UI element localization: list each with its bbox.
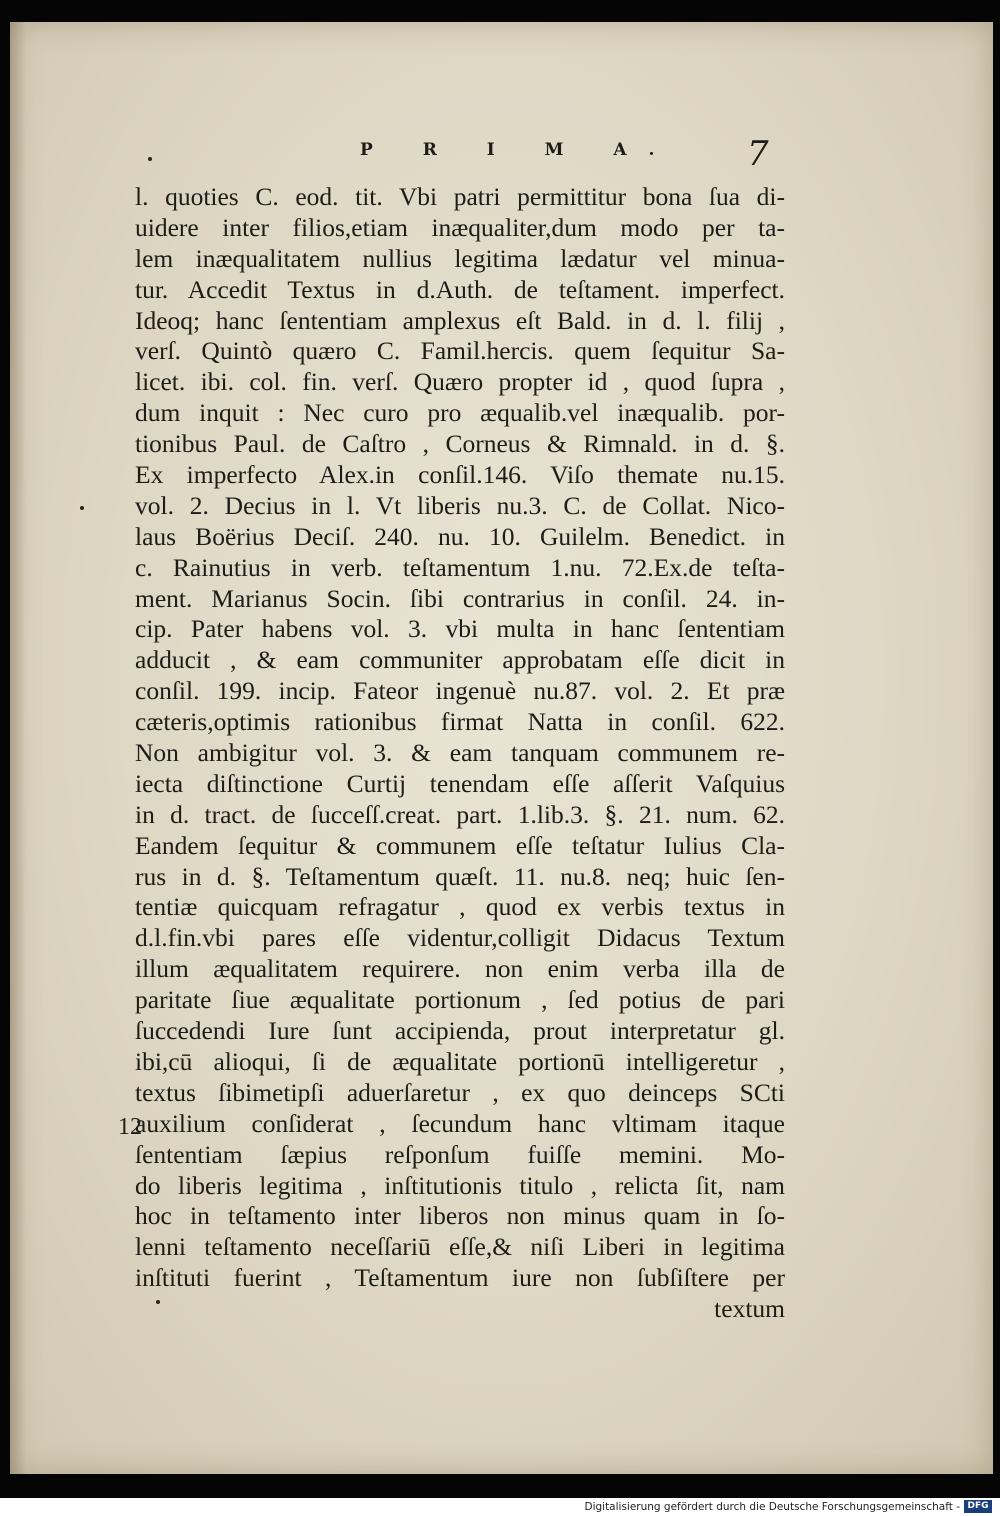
text-line: uidere inter filios,etiam inæqualiter,dum modo per ta- bbox=[135, 212, 785, 242]
text-line: hoc in teſtamento inter liberos non minus quam in ſo- bbox=[135, 1201, 785, 1231]
text-line: Non ambigitur vol. 3. & eam tanquam communem re- bbox=[135, 738, 785, 768]
text-line: conſil. 199. incip. Fateor ingenuè nu.87. vol. 2. Et præ bbox=[135, 676, 785, 706]
page-gutter-shadow bbox=[10, 22, 26, 1474]
text-line: l. quoties C. eod. tit. Vbi patri permittitur bona ſua di- bbox=[135, 182, 785, 211]
text-line: vol. 2. Decius in l. Vt liberis nu.3. C. de Collat. Nico- bbox=[135, 490, 785, 520]
text-line: cip. Pater habens vol. 3. vbi multa in hanc ſententiam bbox=[135, 614, 785, 644]
page-number: 7 bbox=[747, 134, 769, 174]
text-line: Ex imperfecto Alex.in conſil.146. Viſo themate nu.15. bbox=[135, 460, 785, 490]
text-line: dum inquit : Nec curo pro æqualib.vel inæqualib. por- bbox=[135, 398, 785, 428]
text-line: tur. Accedit Textus in d.Auth. de teſtament. imperfect. bbox=[135, 274, 785, 304]
text-line: tentiæ quicquam refragatur , quod ex verbis textus in bbox=[135, 892, 785, 922]
text-line: lem inæqualitatem nullius legitima lædatur vel minua- bbox=[135, 243, 785, 273]
text-line: tionibus Paul. de Caſtro , Corneus & Rimnald. in d. §. bbox=[135, 429, 785, 459]
text-line: lenni teſtamento neceſſariū eſſe,& niſi Liberi in legitima bbox=[135, 1232, 785, 1262]
ink-speck bbox=[156, 1300, 160, 1304]
text-line: rus in d. §. Teſtamentum quæſt. 11. nu.8. neq; huic ſen- bbox=[135, 861, 785, 891]
text-line: ſententiam ſæpius reſponſum fuiſſe memini. Mo- bbox=[135, 1139, 785, 1169]
text-line: ibi,cū alioqui, ſi de æqualitate portionū intelligeretur , bbox=[135, 1046, 785, 1076]
margin-note: 12 bbox=[118, 1114, 142, 1140]
text-line: paritate ſiue æqualitate portionum , ſed potius de pari bbox=[135, 985, 785, 1015]
text-line: auxilium conſiderat , ſecundum hanc vltimam itaque bbox=[135, 1108, 785, 1138]
text-line: d.l.fin.vbi pares eſſe videntur,colligit Didacus Textum bbox=[135, 923, 785, 953]
text-line: adducit , & eam communiter approbatam eſſe dicit in bbox=[135, 645, 785, 675]
text-line: textus ſibimetipſi aduerſaretur , ex quo deinceps SCti bbox=[135, 1077, 785, 1107]
running-head: P R I M A. bbox=[360, 140, 677, 160]
text-line: licet. ibi. col. fin. verſ. Quæro propter id , quod ſupra , bbox=[135, 367, 785, 397]
text-line: ment. Marianus Socin. ſibi contrarius in conſil. 24. in- bbox=[135, 583, 785, 613]
text-line: textum bbox=[714, 1294, 785, 1324]
text-line: ſuccedendi Iure ſunt accipienda, prout interpretatur gl. bbox=[135, 1016, 785, 1046]
text-line: illum æqualitatem requirere. non enim verba illa de bbox=[135, 954, 785, 984]
funding-credit: Digitalisierung gefördert durch die Deutsche Forschungsgemeinschaft - bbox=[584, 1501, 960, 1513]
ink-speck bbox=[148, 157, 152, 161]
text-line: verſ. Quintò quæro C. Famil.hercis. quem ſequitur Sa- bbox=[135, 336, 785, 366]
text-line: inſtituti fuerint , Teſtamentum iure non ſubſiſtere per bbox=[135, 1263, 785, 1293]
text-line: laus Boërius Deciſ. 240. nu. 10. Guilelm. Benedict. in bbox=[135, 521, 785, 551]
text-line: c. Rainutius in verb. teſtamentum 1.nu. 72.Ex.de teſta- bbox=[135, 552, 785, 582]
text-line: Eandem ſequitur & communem eſſe teſtatur Iulius Cla- bbox=[135, 830, 785, 860]
text-line: Ideoq; hanc ſententiam amplexus eſt Bald. in d. l. filij , bbox=[135, 305, 785, 335]
body-text bbox=[135, 182, 785, 1325]
ink-speck bbox=[80, 506, 84, 510]
text-line: in d. tract. de ſucceſſ.creat. part. 1.lib.3. §. 21. num. 62. bbox=[135, 799, 785, 829]
text-line: cæteris,optimis rationibus firmat Natta in conſil. 622. bbox=[135, 707, 785, 737]
text-line: do liberis legitima , inſtitutionis titulo , relicta ſit, nam bbox=[135, 1170, 785, 1200]
text-line: iecta diſtinctione Curtij tenendam eſſe aſſerit Vaſquius bbox=[135, 768, 785, 798]
dfg-logo: DFG bbox=[964, 1500, 992, 1513]
